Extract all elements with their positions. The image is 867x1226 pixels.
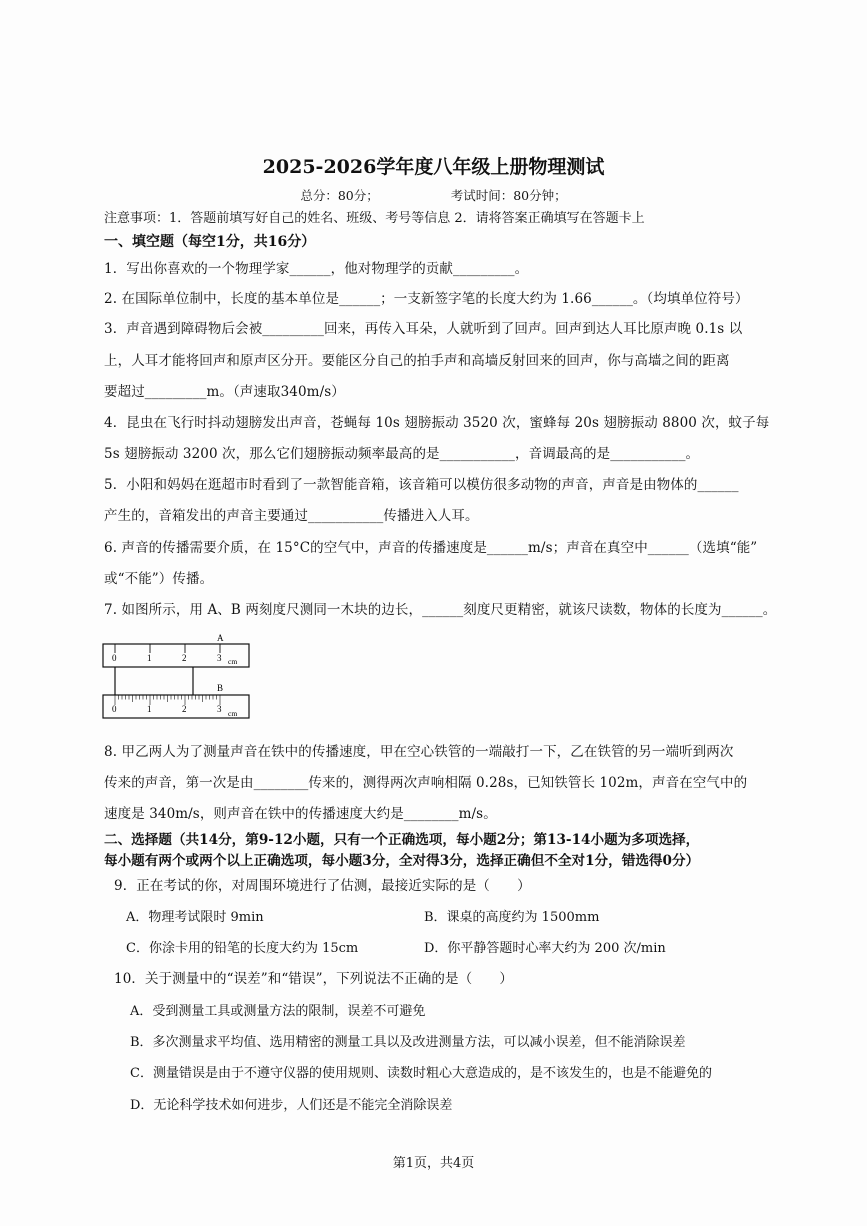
exam-time: 考试时间：80分钟； xyxy=(450,188,567,203)
question-8-line-2: 传来的声音，第一次是由________传来的，测得两次声响相隔 0.28s，已知铁管长 102m，声音在空气中的 xyxy=(104,775,748,791)
question-2: 2. 在国际单位制中，长度的基本单位是______；一支新签字笔的长度大约为 1.66______。（均填单位符号） xyxy=(104,291,749,307)
ruler-a-tick-3: 3 xyxy=(217,653,222,663)
question-3-line-2: 上，人耳才能将回声和原声区分开。要能区分自己的拍手声和高墙反射回来的回声，你与高墙之间的距离 xyxy=(104,353,730,369)
exam-meta xyxy=(0,186,867,204)
ruler-a-unit: cm xyxy=(228,657,238,666)
ruler-b-tick-0: 0 xyxy=(112,704,117,714)
ruler-b-label: B xyxy=(217,683,224,693)
question-4-line-1: 4．昆虫在飞行时抖动翅膀发出声音，苍蝇每 10s 翅膀振动 3520 次，蜜蜂每 20s 翅膀振动 8800 次，蚊子每 xyxy=(104,415,770,431)
ruler-diagram xyxy=(98,630,258,722)
question-6-line-1: 6. 声音的传播需要介质，在 15°C的空气中，声音的传播速度是______m/s；声音在真空中______（选填“能” xyxy=(104,540,758,556)
question-10-option-b: B．多次测量求平均值、选用精密的测量工具以及改进测量方法，可以减小误差，但不能消除误差 xyxy=(130,1035,686,1050)
question-10-option-c: C．测量错误是由于不遵守仪器的使用规则、读数时粗心大意造成的，是不该发生的，也是不能避免的 xyxy=(130,1066,712,1081)
question-9-option-a: A．物理考试限时 9min xyxy=(126,910,264,925)
ruler-b-tick-2: 2 xyxy=(182,704,187,714)
question-4-line-2: 5s 翅膀振动 3200 次，那么它们翅膀振动频率最高的是___________，音调最高的是___________。 xyxy=(104,446,700,462)
question-10-option-a: A．受到测量工具或测量方法的限制，误差不可避免 xyxy=(130,1004,426,1019)
ruler-b-tick-1: 1 xyxy=(147,704,152,714)
question-5-line-2: 产生的，音箱发出的声音主要通过___________传播进入人耳。 xyxy=(104,508,479,524)
question-8-line-3: 速度是 340m/s，则声音在铁中的传播速度大约是________m/s。 xyxy=(104,806,497,822)
ruler-a-tick-1: 1 xyxy=(147,653,152,663)
question-8-line-1: 8. 甲乙两人为了测量声音在铁中的传播速度，甲在空心铁管的一端敲打一下，乙在铁管的另一端听到两次 xyxy=(104,744,734,760)
question-5-line-1: 5．小阳和妈妈在逛超市时看到了一款智能音箱，该音箱可以模仿很多动物的声音，声音是由物体的______ xyxy=(104,477,739,493)
question-10: 10．关于测量中的“误差”和“错误”，下列说法不正确的是（ ） xyxy=(114,971,513,987)
ruler-a-tick-0: 0 xyxy=(112,653,117,663)
question-9-option-d: D．你平静答题时心率大约为 200 次/min xyxy=(424,941,666,956)
section-1-heading: 一、填空题（每空1分，共16分） xyxy=(104,234,316,250)
ruler-figure xyxy=(98,630,258,726)
total-score: 总分：80分； xyxy=(300,188,379,203)
question-10-option-d: D．无论科学技术如何进步，人们还是不能完全消除误差 xyxy=(130,1098,453,1113)
ruler-a-label: A xyxy=(217,633,224,643)
ruler-b-unit: cm xyxy=(228,709,238,718)
question-9-option-b: B．课桌的高度约为 1500mm xyxy=(424,910,600,925)
question-9: 9．正在考试的你，对周围环境进行了估测，最接近实际的是（ ） xyxy=(114,878,531,894)
question-3-line-1: 3．声音遇到障碍物后会被_________回来，再传入耳朵，人就听到了回声。回声到达人耳比原声晚 0.1s 以 xyxy=(104,321,743,337)
section-2-heading-line-2: 每小题有两个或两个以上正确选项，每小题3分，全对得3分，选择正确但不全对1分，错选得0分） xyxy=(104,853,700,869)
ruler-a-tick-2: 2 xyxy=(182,653,187,663)
exam-notes: 注意事项：1．答题前填写好自己的姓名、班级、考号等信息 2．请将答案正确填写在答题卡上 xyxy=(104,211,645,226)
section-2-heading-line-1: 二、选择题（共14分，第9-12小题，只有一个正确选项，每小题2分；第13-14小题为多项选择， xyxy=(104,832,700,848)
question-9-option-c: C．你涂卡用的铅笔的长度大约为 15cm xyxy=(126,941,359,956)
question-1: 1．写出你喜欢的一个物理学家______，他对物理学的贡献_________。 xyxy=(104,261,529,277)
question-6-line-2: 或“不能”）传播。 xyxy=(104,571,214,587)
ruler-b-minor-ticks xyxy=(115,695,220,705)
ruler-a-ticks xyxy=(115,644,220,653)
page-number: 第1页，共4页 xyxy=(392,1156,475,1171)
question-3-line-3: 要超过_________m。（声速取340m/s） xyxy=(104,384,345,400)
exam-title: 2025-2026学年度八年级上册物理测试 xyxy=(262,156,605,178)
question-7: 7. 如图所示，用 A、B 两刻度尺测同一木块的边长，______刻度尺更精密，就该尺读数，物体的长度为______。 xyxy=(104,602,777,618)
ruler-b-tick-3: 3 xyxy=(217,704,222,714)
